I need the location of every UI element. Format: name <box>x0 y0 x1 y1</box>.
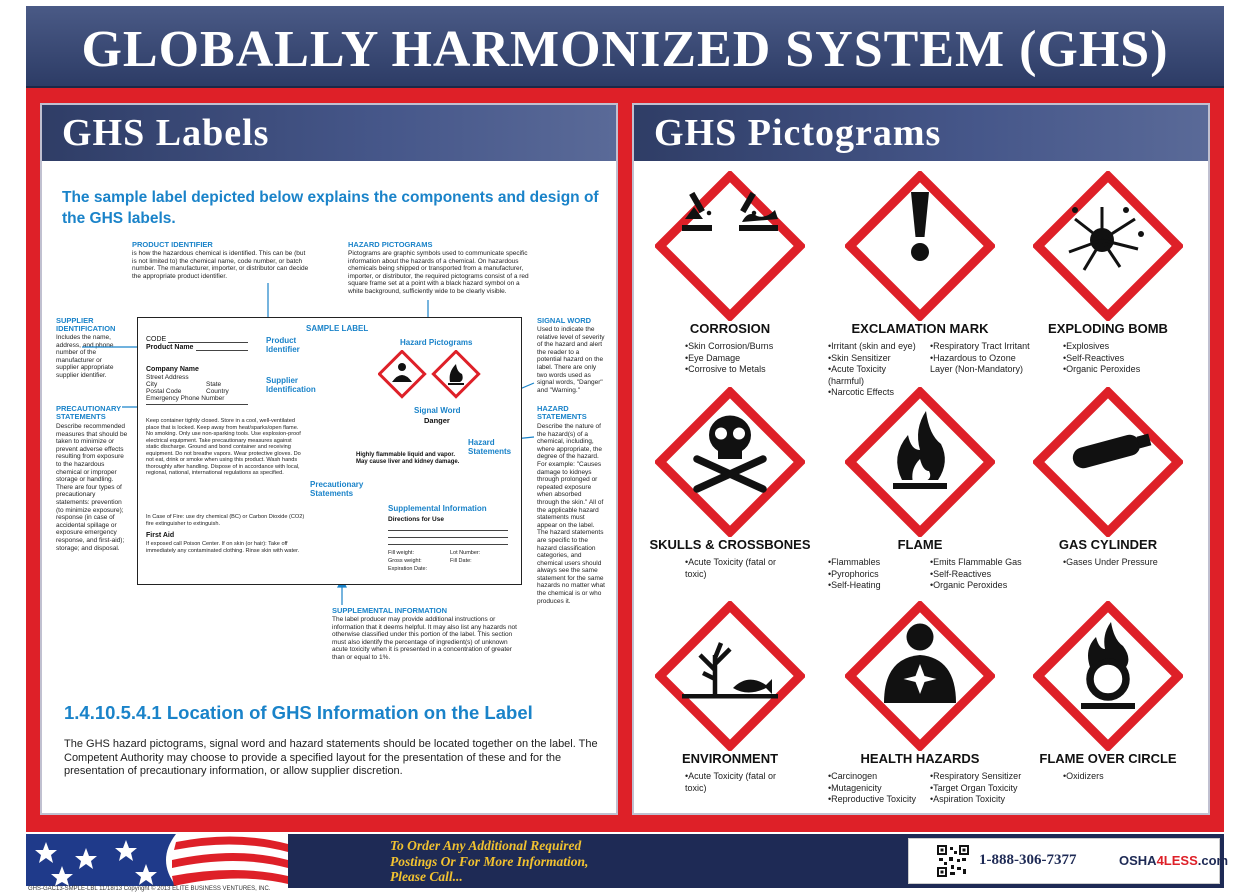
contact-box <box>908 838 1229 884</box>
health-hazard-icon <box>845 601 995 751</box>
tag-supplier: Supplier Identification <box>266 376 316 394</box>
sample-street: Street Address <box>146 374 189 381</box>
pictogram-card <box>640 601 820 801</box>
flame-icon <box>845 387 995 537</box>
brand-part: OSHA <box>1119 853 1157 868</box>
pictogram-name: HEALTH HAZARDS <box>860 751 980 766</box>
sample-health-hazard-icon <box>379 351 424 396</box>
tag-supplemental: Supplemental Information <box>388 504 487 513</box>
tag-signal-word: Signal Word <box>414 406 461 415</box>
ghs-pictograms-panel <box>632 103 1210 815</box>
hazard-item: • Self-Heating <box>828 580 924 592</box>
sample-country: Country <box>206 388 229 395</box>
pictogram-name: FLAME <box>897 537 943 552</box>
hazard-item: • Hazardous to Ozone Layer (Non-Mandatory) <box>930 353 1030 376</box>
pictogram-name: EXPLODING BOMB <box>1048 321 1168 336</box>
hazard-item: • Mutagenicity <box>828 783 924 795</box>
tag-hazard-pictograms: Hazard Pictograms <box>400 338 473 347</box>
sample-label-title: SAMPLE LABEL <box>306 324 369 333</box>
pictogram-card <box>640 171 820 374</box>
brand-logo[interactable] <box>1119 853 1228 868</box>
hazard-item: • Flammables <box>828 557 924 569</box>
gas-cylinder-icon <box>1033 387 1183 537</box>
sample-lot-number: Lot Number: <box>450 550 481 556</box>
sample-directions: Directions for Use <box>388 516 444 523</box>
hazard-item: • Carcinogen <box>828 771 924 783</box>
flame-over-circle-icon <box>1033 601 1183 751</box>
pictogram-hazard-list-2 <box>930 341 1030 376</box>
hazard-item: • Self-Reactives <box>1063 353 1173 365</box>
pictogram-name: GAS CYLINDER <box>1058 537 1158 552</box>
section-heading: 1.4.10.5.4.1 Location of GHS Information on the Label <box>64 702 533 723</box>
environment-icon <box>655 601 805 751</box>
hazard-item: • Emits Flammable Gas <box>930 557 1030 569</box>
pictogram-hazard-list <box>828 557 924 592</box>
flag-banner <box>26 834 288 886</box>
callout-supplemental-text: The label producer may provide additional instructions or information that it deems helpful. It may also list any hazards not otherwise classified under this portion of the label. This section must also identify the percentage of ingredient(s) of unknown acute toxicity when it is presented in a concentration of greater than or equal to 1%. <box>332 616 517 661</box>
callout-hazard-pictograms-heading: HAZARD PICTOGRAMS <box>348 240 433 249</box>
pictogram-card <box>1018 387 1198 587</box>
hazard-item: • Corrosive to Metals <box>685 364 795 376</box>
sample-first-aid-heading: First Aid <box>146 532 175 539</box>
brand-part: 4LESS <box>1156 853 1198 868</box>
hazard-item: • Oxidizers <box>1063 771 1173 783</box>
pictograms-panel-header <box>634 105 1208 161</box>
rule <box>388 530 508 531</box>
sample-product-name: Product Name <box>146 344 194 351</box>
fineprint: GHS-GAC13-SMPLE-LBL 11/18/13 Copyright © 2013 ELITE BUSINESS VENTURES, INC. <box>28 886 271 892</box>
sample-city: City <box>146 381 158 388</box>
rule <box>388 544 508 545</box>
hazard-item: • Organic Peroxides <box>930 580 1030 592</box>
hazard-item: • Organic Peroxides <box>1063 364 1173 376</box>
hazard-item: • Acute Toxicity (fatal or toxic) <box>685 557 795 580</box>
hazard-item: • Respiratory Sensitizer <box>930 771 1030 783</box>
hazard-item: • Skin Corrosion/Burns <box>685 341 795 353</box>
rule <box>196 350 248 351</box>
callout-hazard-pictograms-text: Pictograms are graphic symbols used to communicate specific information about the hazards of a chemical. On hazardous chemicals being shipped or transported from a manufacturer, importer, or distributor, the required pictograms consist of a red square frame set at a point with a black hazard symbol on a white background, sufficiently wide to be clearly visible. <box>348 250 529 295</box>
callout-hazard-statements-text: Describe the nature of the hazard(s) of a chemical, including, where appropriate, the degree of the hazard. For example: "Causes damage to kidneys through prolonged or repeated exposure when absorbed through the skin." All of the applicable hazard statements must appear on the label. The hazard statements are specific to the hazard classification categories, and chemical users should always see the same statement for the same hazards no matter what the chemical is or who produces it. <box>537 423 605 605</box>
callout-precautionary-text: Describe recommended measures that should be taken to minimize or prevent adverse effects resulting from exposure to the hazardous chemical or improper storage or handling. There are four types of precautionary statements: prevention (to minimize exposure); response (in case of accidental spillage or exposure emergency response, and first-aid); storage; and disposal. <box>56 423 128 552</box>
hazard-item: • Respiratory Tract Irritant <box>930 341 1030 353</box>
sample-postal: Postal Code <box>146 388 182 395</box>
callout-supplier-heading: SUPPLIER IDENTIFICATION <box>56 316 116 333</box>
order-text: To Order Any Additional Required Postings Or For More Information, Please Call... <box>390 838 589 884</box>
hazard-item: • Skin Sensitizer <box>828 353 924 365</box>
sample-precautions: Keep container tightly closed. Store in a cool, well-ventilated place that is locked. Keep away from heat/sparks/open flame. No smoking. Only use non-sparking tools. Use explosion-proof electrical equipment. Take precautionary measures against static discharge. Ground and bond container and receiving equipment. Do not breathe vapors. Wear protective gloves. Do not eat, drink or smoke when using this product. Wash hands thoroughly after handling. Dispose of in accordance with local, regional, national, international regulations as specified. <box>146 418 301 476</box>
hazard-item: • Eye Damage <box>685 353 795 365</box>
pictogram-hazard-list-2 <box>930 557 1030 592</box>
brand-part: .com <box>1197 853 1229 868</box>
hazard-item: • Acute Toxicity (harmful) <box>828 364 924 387</box>
sample-flame-icon <box>433 351 478 396</box>
sample-pictograms <box>378 350 488 400</box>
pictogram-hazard-list-2 <box>930 771 1030 806</box>
tag-precautionary: Precautionary Statements <box>310 480 364 498</box>
callout-hazard-statements-heading: HAZARD STATEMENTS <box>537 404 587 421</box>
rule <box>388 537 508 538</box>
tag-hazard-statements: Hazard Statements <box>468 438 512 456</box>
hazard-item: • Pyrophorics <box>828 569 924 581</box>
pictogram-hazard-list <box>685 771 795 794</box>
sample-code: CODE <box>146 336 167 343</box>
pictograms-panel-title: GHS Pictograms <box>654 112 942 154</box>
pictogram-hazard-list <box>828 771 924 806</box>
sample-gross-weight: Gross weight: <box>388 558 422 564</box>
callout-signal-word-text: Used to indicate the relative level of severity of the hazard and alert the reader to a potential hazard on the label. There are only two words used as signal words, "Danger" and "Warning." <box>537 326 605 394</box>
sample-fire-text: In Case of Fire: use dry chemical (BC) or Carbon Dioxide (CO2) fire extinguisher to extinguish. <box>146 514 305 527</box>
pictogram-card <box>1018 601 1198 801</box>
exploding-bomb-icon <box>1033 171 1183 321</box>
sample-fill-date: Fill Date: <box>450 558 472 564</box>
pictogram-name: SKULLS & CROSSBONES <box>649 537 811 552</box>
pictogram-name: FLAME OVER CIRCLE <box>1039 751 1177 766</box>
pictogram-hazard-list <box>1063 341 1173 376</box>
hazard-item: • Target Organ Toxicity <box>930 783 1030 795</box>
callout-signal-word-heading: SIGNAL WORD <box>537 316 592 325</box>
pictogram-card <box>830 387 1022 590</box>
hazard-item: • Aspiration Toxicity <box>930 794 1030 806</box>
sample-fill-weight: Fill weight: <box>388 550 414 556</box>
sample-signal-word: Danger <box>424 416 450 425</box>
labels-panel-title: GHS Labels <box>62 112 270 154</box>
hazard-item: • Self-Reactives <box>930 569 1030 581</box>
pictogram-card <box>828 171 1030 397</box>
callout-product-identifier-text: is how the hazardous chemical is identified. This can be (but is not limited to) the chemical name, code number, or batch number. The manufacturer, importer, or distributor can decide the appropriate product identifier. <box>132 250 309 280</box>
sample-hazard-text: Highly flammable liquid and vapor. May cause liver and kidney damage. <box>356 452 460 465</box>
corrosion-icon <box>655 171 805 321</box>
callout-supplemental-heading: SUPPLEMENTAL INFORMATION <box>332 606 447 615</box>
pictogram-name: CORROSION <box>689 321 771 336</box>
ghs-labels-panel <box>40 103 618 815</box>
pictogram-card <box>830 601 1022 804</box>
sample-expiration: Expiration Date: <box>388 566 428 572</box>
skull-crossbones-icon <box>655 387 805 537</box>
hazard-item: • Narcotic Effects <box>828 387 924 399</box>
pictogram-hazard-list <box>1063 771 1173 783</box>
tag-product-identifier: Product Identifier <box>266 336 300 354</box>
poster-title: GLOBALLY HARMONIZED SYSTEM (GHS) <box>81 21 1169 78</box>
pictogram-name: EXCLAMATION MARK <box>851 321 989 336</box>
qr-code-icon <box>937 845 969 877</box>
sample-label <box>137 317 522 585</box>
hazard-item: • Reproductive Toxicity <box>828 794 924 806</box>
pictogram-card <box>640 387 820 587</box>
pictogram-hazard-list <box>685 341 795 376</box>
phone-number[interactable]: 1-888-306-7377 <box>979 852 1077 868</box>
pictogram-name: ENVIRONMENT <box>681 751 779 766</box>
rule <box>168 342 248 343</box>
hazard-item: • Gases Under Pressure <box>1063 557 1173 569</box>
sample-state: State <box>206 381 222 388</box>
sample-first-aid-text: If exposed call Poison Center. If on skin (or hair): Take off immediately any contaminated clothing. Rinse skin with water. <box>146 541 300 554</box>
callout-product-identifier-heading: PRODUCT IDENTIFIER <box>132 240 213 249</box>
title-bar <box>26 6 1224 88</box>
section-body: The GHS hazard pictograms, signal word and hazard statements should be located together on the label. The Competent Authority may choose to provide a specified layout for the presentation of these and for the presentation of precautionary information, or allow supplier discretion. <box>64 738 598 777</box>
exclamation-mark-icon <box>845 171 995 321</box>
labels-intro: The sample label depicted below explains the components and design of the GHS labels. <box>62 189 599 227</box>
callout-supplier-text: Includes the name, address, and phone number of the manufacturer or supplier appropriate supplier identifier. <box>56 334 114 379</box>
pictogram-card <box>1018 171 1198 374</box>
hazard-item: • Irritant (skin and eye) <box>828 341 924 353</box>
pictogram-hazard-list <box>685 557 795 580</box>
sample-company-name: Company Name <box>146 366 199 373</box>
pictogram-hazard-list <box>1063 557 1173 569</box>
hazard-item: • Acute Toxicity (fatal or toxic) <box>685 771 795 794</box>
rule <box>146 404 248 405</box>
sample-emergency-phone: Emergency Phone Number <box>146 395 225 402</box>
hazard-item: • Explosives <box>1063 341 1173 353</box>
callout-precautionary-heading: PRECAUTIONARY STATEMENTS <box>56 404 122 421</box>
